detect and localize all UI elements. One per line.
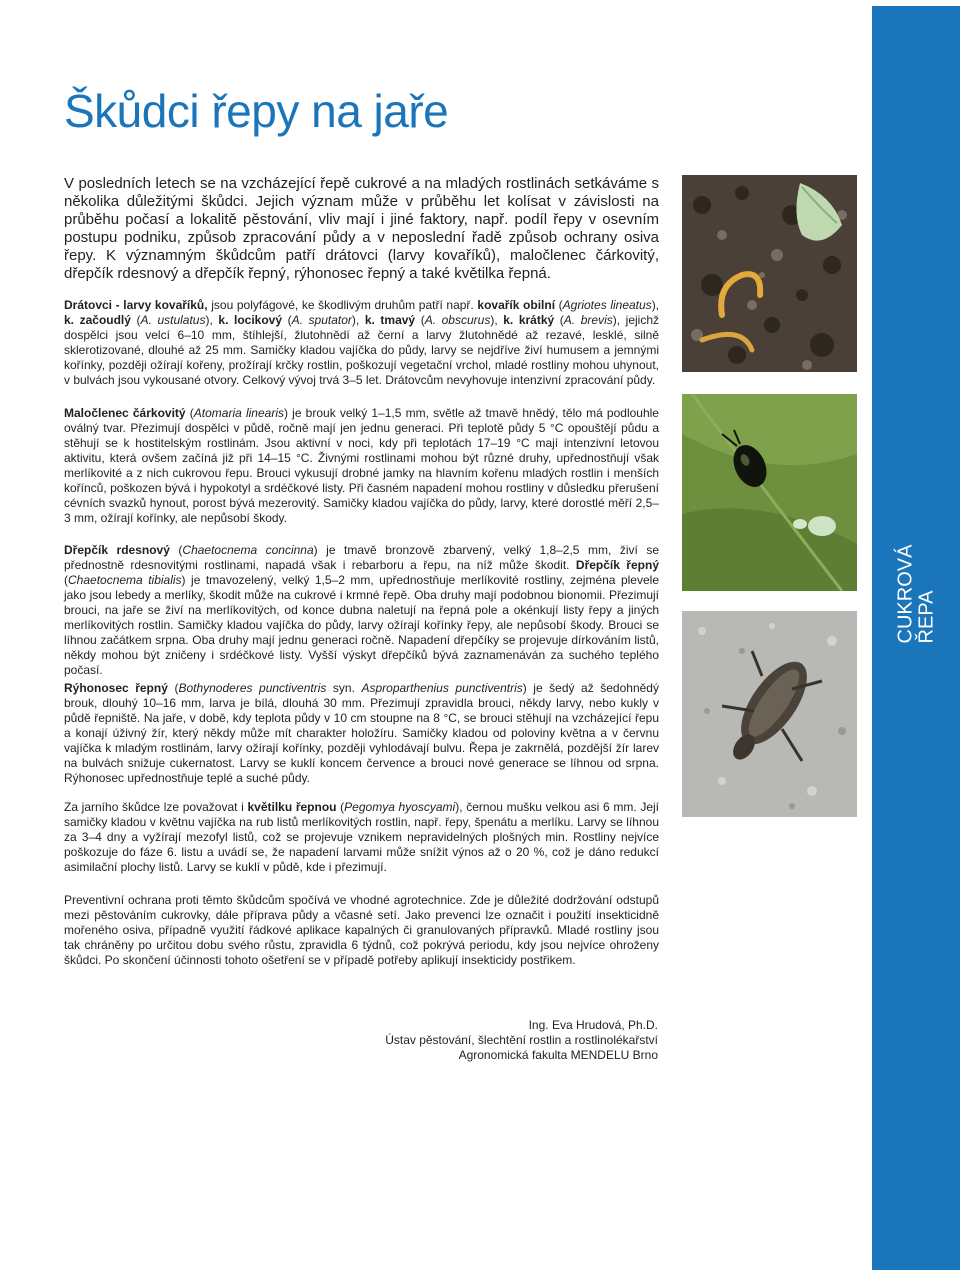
text-run: syn. (326, 681, 362, 695)
species-name: k. začoudlý (64, 313, 131, 327)
latin-name: Pegomya hyoscyami (344, 800, 456, 814)
text-run: ( (554, 313, 564, 327)
latin-name: Chaetocnema concinna (182, 543, 314, 557)
beet-fly-paragraph (64, 800, 659, 875)
text-run: ) je tmavozelený, velký 1,5–2 mm, upřednostňuje merlíkovité rostliny, zejména plevele jako jsou lebedy a merlíky, škodit může na cukrové i krmné řepě. Oba druhy mají podobnou bionomii. Přezimují brouci, na jaře se živí na merlíkovitých, od konce dubna naletují na řepná pole a okénkují listy řepy a jiných merlíkovitých rostlin. Samičky kladou vajíčka do půdy, larvy ožírají kořínky řepy, ale nepůsobí škody. Brouci se líhnou začátkem srpna. Oba druhy mají jednu generaci ročně. Napadení dřepčíky se projevuje dírkováním listů, někdy mohou být zničeny i srdéčkové listy. Vyšší výskyt dřepčíků bývá zaznamenáván za suchého teplého počasí. (64, 573, 659, 677)
species-name: kovařík obilní (477, 298, 556, 312)
latin-name: Chaetocnema tibialis (68, 573, 182, 587)
text-run: ( (64, 573, 68, 587)
text-run: ( (282, 313, 292, 327)
flea-beetle-heading: Dřepčík rdesnový (64, 543, 170, 557)
section-label-line1: CUKROVÁ (894, 544, 916, 644)
text-run: ), (205, 313, 219, 327)
text-run: ( (185, 406, 194, 420)
page-number: 157 (806, 1217, 832, 1234)
latin-name: Agriotes lineatus (562, 298, 652, 312)
author-name: Ing. Eva Hrudová, Ph.D. (528, 1018, 658, 1032)
atomaria-heading: Maločlenec čárkovitý (64, 406, 186, 420)
text-run: ( (415, 313, 425, 327)
species-name: k. locikový (218, 313, 283, 327)
wireworm-heading: Drátovci - larvy kovaříků, (64, 298, 208, 312)
text-run: jsou polyfágové, ke škodlivým druhům patří např. (207, 298, 478, 312)
atomaria-photo (682, 394, 857, 591)
weevil-paragraph (64, 681, 659, 786)
species-name: květilku řepnou (247, 800, 337, 814)
text-run: Za jarního škůdce lze považovat i (64, 800, 248, 814)
latin-name: Atomaria linearis (193, 406, 284, 420)
section-label-line2: ŘEPA (915, 590, 937, 644)
brand-swoosh-icon (686, 1234, 776, 1242)
latin-name: A. ustulatus (140, 313, 206, 327)
text-run: ) je brouk velký 1–1,5 mm, světle až tmavě hnědý, tělo má podlouhle oválný tvar. Přezimují dospělci v půdě, ročně mají jen jednu generaci. Při teplotě půdy 5 °C opouštějí půdu a stěhují se k hostitelským rostlinám. Jsou aktivní v noci, kdy při teplotách 17–19 °C mají intenzivní letovou aktivitu, která ovšem začíná již při 14–15 °C. Živnými rostlinami mohou být různé druhy, upřednostňují však merlíkovité a z nich cukrovou řepu. Brouci vykusují drobné jamky na hlavním kořenu mladých rostlin i menších kořínců, poškozen bývá i hypokotyl a srdéčkové listy. Při časném napadení mohou rostliny v důsledku přerušení cévních svazků hynout, porost bývá mezerovitý. Samičky kladou vajíčka do půdy, larvy, které dorostlé měří 2,5–3 mm, ožírají kořínky, ale nepůsobí škody. (64, 406, 659, 525)
text-run: ( (336, 800, 345, 814)
author-faculty: Agronomická fakulta MENDELU Brno (458, 1048, 658, 1062)
text-run: ( (555, 298, 563, 312)
latin-name: Asproparthenius punctiventris (361, 681, 523, 695)
brand-logo (684, 1208, 784, 1244)
text-run: ), (651, 298, 660, 312)
species-name: Dřepčík řepný (575, 558, 659, 572)
weevil-photo (682, 611, 857, 817)
flea-beetle-paragraph (64, 543, 659, 678)
section-label (886, 540, 946, 648)
text-run: ), černou mušku velkou asi 6 mm. Její samičky kladou v květnu vajíčka na rub listů merlíkovitých rostlin, např. řepy, špenátu a merlíku. Larvy se líhnou za 3–4 dny a vyžírají mezofyl listů, což se projevuje vznikem nepravidelných plošných min. Rostliny nejvíce poškozuje do fáze 6. listu a uvádí se, že napadení larvami může snížit výnos až o 20 %, což je dáno redukcí asimilační plochy listů. Larvy se kuklí v půdě, kde i přezimují. (64, 800, 660, 874)
author-institute: Ústav pěstování, šlechtění rostlin a rostlinolékařství (385, 1033, 658, 1047)
text-run: ( (130, 313, 141, 327)
text-run: ), jejichž dospělci jsou velcí 6–10 mm, štíhlejší, žlutohnědí až černí a larvy žlutohnědé až rezavé, lesklé, silně sklerotizované, dlouhé až 25 mm. Samičky kladou vajíčka do půdy, larvy se nejdříve živí humusem a jemnými kořínky, později ožírají kořeny, prožírají krčky rostlin, poškozují vegetační vrchol, mladé rostliny mohou uhynout, v bulvách jsou vykousané otvory. Celkový vývoj trvá 3–5 let. Drátovcům nevyhovuje intenzivní zpracování půdy. (64, 313, 659, 387)
weevil-heading: Rýhonosec řepný (64, 681, 168, 695)
species-name: k. tmavý (364, 313, 416, 327)
author-block (330, 1018, 658, 1063)
prevention-paragraph: Preventivní ochrana proti těmto škůdcům spočívá ve vhodné agrotechnice. Zde je důležité dodržování odstupů mezi pěstováním cukrovky, dále příprava půdy a včasné setí. Jako prevenci lze označit i použití insekticidně mořeného osiva, případně využití řádkové aplikace kapalných či granulovaných přípravků. Mladé rostliny jsou tak chráněny po určitou dobu svého růstu, zpravidla 6 týdnů, což pokrývá periodu, kdy jsou nejvíce ohroženy škůdci. Po skončení účinnosti tohoto ošetření se v případě potřeby aplikují insekticidy postřikem. (64, 893, 659, 967)
latin-name: A. obscurus (424, 313, 491, 327)
latin-name: A. sputator (291, 313, 352, 327)
brand-name: syngenta. (684, 1214, 780, 1237)
text-run: ( (169, 543, 183, 557)
latin-name: A. brevis (563, 313, 613, 327)
text-run: ) je tmavě bronzově zbarvený, velký 1,8–2,5 mm, živí se přednostně rdesnovitými rostlinami, napadá však i rebarboru a řepu, na níž může škodit. (64, 543, 659, 572)
text-run: ), (351, 313, 365, 327)
wireworm-photo (682, 175, 857, 372)
text-run: ( (167, 681, 179, 695)
text-run: ), (490, 313, 504, 327)
intro-paragraph: V posledních letech se na vzcházející řepě cukrové a na mladých rostlinách setkáváme s několika důležitými škůdci. Jejich význam může v průběhu let kolísat v závislosti na průběhu počasí a lokalitě pěstování, vliv mají i jiné faktory, např. podíl řepy v osevním postupu podniku, způsob zpracování půdy a v neposlední řadě způsob ochrany osiva řepy. K významným škůdcům patří drátovci (larvy kovaříků), maločlenec čárkovitý, dřepčík rdesnový a dřepčík řepný, rýhonosec řepný a také květilka řepná. (64, 175, 659, 282)
atomaria-paragraph (64, 406, 659, 526)
page-title: Škůdci řepy na jaře (64, 85, 449, 137)
text-run: ) je šedý až šedohnědý brouk, dlouhý 10–16 mm, larva je bílá, dlouhá 30 mm. Přezimují zpravidla brouci, někdy larvy, nebo kukly v půdě řepniště. Na jaře, v době, kdy teplota půdy v 10 cm stoupne na 8 °C, se brouci stěhují na vzcházející řepu a konají úživný žír, který někdy může mít charakter holožíru. Samičky kladou od poloviny května a v červnu vajíčka k mladým rostlinám, larvy ožírají kořínky, později vyhlodávají bulvu. Řepa je zakrnělá, pozdější žír larev na bulvách snižuje cukernatost. Larvy se kuklí koncem července a brouci nové generace se líhnou od srpna. Rýhonosec upřednostňuje teplé a suché půdy. (64, 681, 659, 785)
latin-name: Bothynoderes punctiventris (178, 681, 327, 695)
wireworm-paragraph (64, 298, 659, 388)
species-name: k. krátký (503, 313, 555, 327)
